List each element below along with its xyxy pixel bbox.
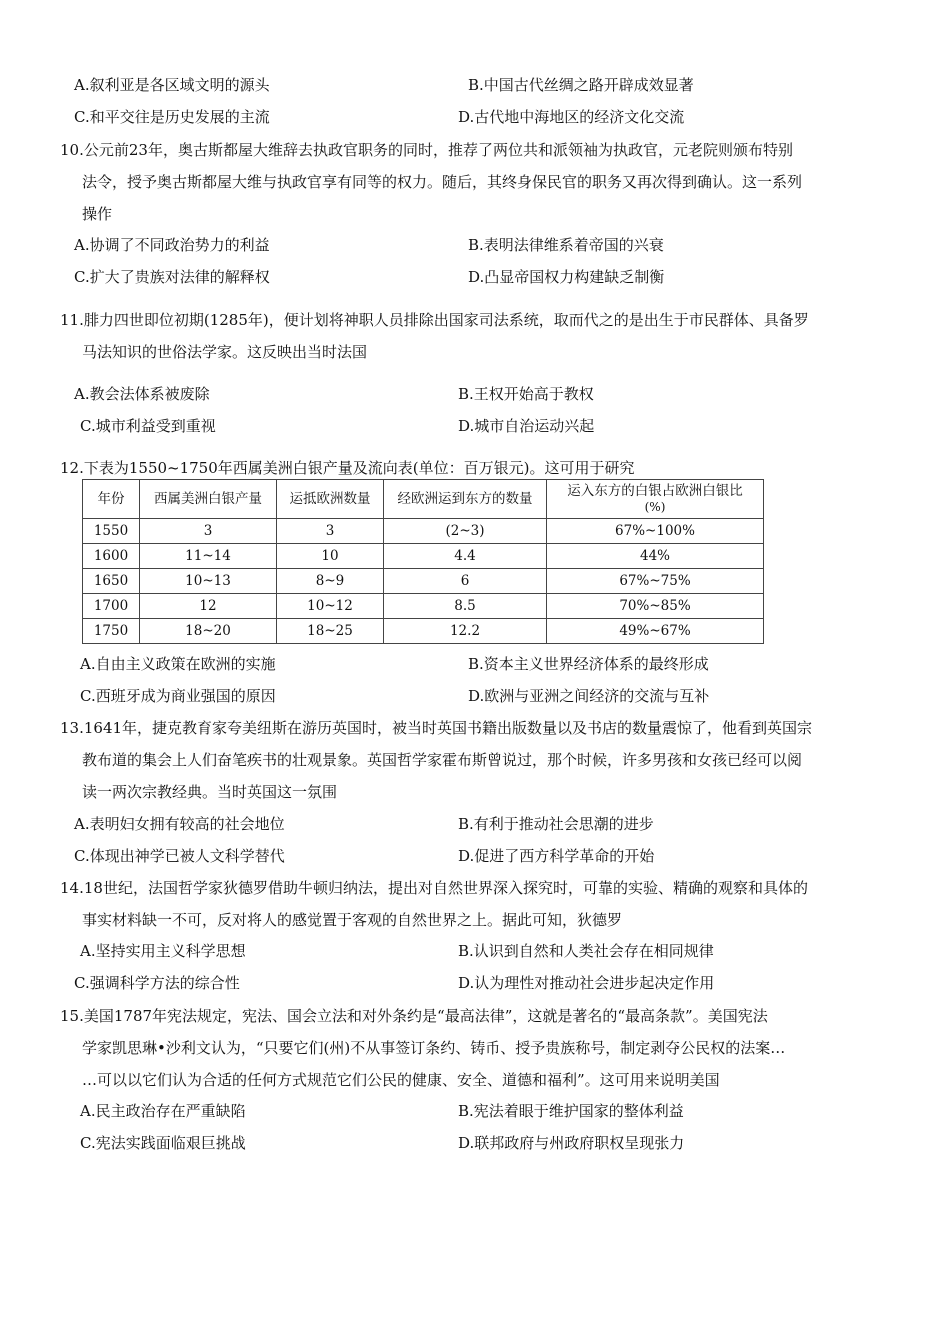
- q13-option-b: B.有利于推动社会思潮的进步: [458, 815, 654, 833]
- header-to-east: 经欧洲运到东方的数量: [384, 480, 547, 519]
- cell-year: 1650: [83, 569, 140, 594]
- q15-option-c: C.宪法实践面临艰巨挑战: [80, 1134, 246, 1152]
- cell-ratio: 70%~85%: [547, 594, 764, 619]
- q14-option-c: C.强调科学方法的综合性: [74, 974, 240, 992]
- q12-option-d: D.欧洲与亚洲之间经济的交流与互补: [468, 687, 710, 705]
- q9-option-b: B.中国古代丝绸之路开辟成效显著: [468, 76, 694, 94]
- cell-to-east: 6: [384, 569, 547, 594]
- cell-to-europe: 10: [277, 544, 384, 569]
- q15-options-row-2: [0, 1132, 950, 1154]
- q9-option-d: D.古代地中海地区的经济文化交流: [458, 108, 685, 126]
- cell-to-east: 4.4: [384, 544, 547, 569]
- q12-option-b: B.资本主义世界经济体系的最终形成: [468, 655, 709, 673]
- cell-to-east: 8.5: [384, 594, 547, 619]
- q14-stem-line-2: 事实材料缺一不可，反对将人的感觉置于客观的自然世界之上。据此可知，狄德罗: [82, 911, 623, 929]
- cell-ratio: 49%~67%: [547, 619, 764, 644]
- q15-stem-line-2: 学家凯思琳•沙利文认为，“只要它们(州)不从事签订条约、铸币、授予贵族称号，制定剥夺公民权的法案…: [82, 1039, 786, 1057]
- q11-option-c: C.城市利益受到重视: [80, 417, 216, 435]
- q9-option-c: C.和平交往是历史发展的主流: [74, 108, 270, 126]
- cell-production: 12: [140, 594, 277, 619]
- cell-production: 11~14: [140, 544, 277, 569]
- q12-option-a: A.自由主义政策在欧洲的实施: [80, 655, 276, 673]
- cell-to-europe: 10~12: [277, 594, 384, 619]
- q14-option-b: B.认识到自然和人类社会存在相同规律: [458, 942, 714, 960]
- q11-options-row-1: [0, 383, 950, 405]
- q15-option-d: D.联邦政府与州政府职权呈现张力: [458, 1134, 685, 1152]
- header-year: 年份: [83, 480, 140, 519]
- cell-ratio: 67%~100%: [547, 519, 764, 544]
- q15-option-a: A.民主政治存在严重缺陷: [80, 1102, 246, 1120]
- q10-options-row-1: [0, 234, 950, 256]
- cell-to-east: (2~3): [384, 519, 547, 544]
- cell-ratio: 67%~75%: [547, 569, 764, 594]
- q11-option-a: A.教会法体系被废除: [74, 385, 210, 403]
- q11-stem-line-2: 马法知识的世俗法学家。这反映出当时法国: [82, 343, 368, 361]
- q10-option-c: C.扩大了贵族对法律的解释权: [74, 268, 270, 286]
- q14-options-row-2: [0, 972, 950, 994]
- header-ratio-unit: (%): [644, 500, 666, 514]
- q11-option-d: D.城市自治运动兴起: [458, 417, 595, 435]
- q13-option-a: A.表明妇女拥有较高的社会地位: [74, 815, 285, 833]
- q12-option-c: C.西班牙成为商业强国的原因: [80, 687, 276, 705]
- q15-options-row-1: [0, 1100, 950, 1122]
- header-ratio-label: 运入东方的白银占欧洲白银比: [567, 483, 743, 499]
- question-11: [60, 309, 895, 363]
- q13-stem-line-3: 读一两次宗教经典。当时英国这一氛围: [82, 783, 338, 801]
- q11-stem-line-1: 11.腓力四世即位初期(1285年)，便计划将神职人员排除出国家司法系统，取而代之的是出生于市民群体、具备罗: [60, 311, 809, 329]
- cell-production: 10~13: [140, 569, 277, 594]
- table-header-row: [83, 480, 764, 519]
- q10-stem-line-3: 操作: [82, 205, 113, 223]
- question-12: [60, 457, 895, 479]
- q10-stem-line-1: 10.公元前23年，奥古斯都屋大维辞去执政官职务的同时，推荐了两位共和派领袖为执政官，元老院则颁布特别: [60, 141, 793, 159]
- question-14: [60, 877, 895, 931]
- question-10: [60, 139, 895, 225]
- q14-option-d: D.认为理性对推动社会进步起决定作用: [458, 974, 715, 992]
- q10-option-b: B.表明法律维系着帝国的兴衰: [468, 236, 664, 254]
- table-row: [83, 594, 764, 619]
- cell-production: 18~20: [140, 619, 277, 644]
- q12-stem-line-1: 12.下表为1550~1750年西属美洲白银产量及流向表(单位：百万银元)。这可用于研究: [60, 459, 635, 477]
- silver-table: [82, 479, 764, 644]
- q14-stem-line-1: 14.18世纪，法国哲学家狄德罗借助牛顿归纳法，提出对自然世界深入探究时，可靠的实验、精确的观察和具体的: [60, 879, 808, 897]
- q11-options-row-2: [0, 415, 950, 437]
- cell-year: 1750: [83, 619, 140, 644]
- cell-to-east: 12.2: [384, 619, 547, 644]
- q10-option-a: A.协调了不同政治势力的利益: [74, 236, 270, 254]
- cell-to-europe: 18~25: [277, 619, 384, 644]
- q15-stem-line-3: …可以以它们认为合适的任何方式规范它们公民的健康、安全、道德和福利”。这可用来说明美国: [82, 1071, 720, 1089]
- table-row: [83, 519, 764, 544]
- q9-option-a: A.叙利亚是各区域文明的源头: [74, 76, 270, 94]
- q9-options-row-2: [0, 106, 950, 128]
- q13-option-c: C.体现出神学已被人文科学替代: [74, 847, 285, 865]
- table-row: [83, 544, 764, 569]
- q15-stem-line-1: 15.美国1787年宪法规定，宪法、国会立法和对外条约是“最高法律”，这就是著名的“最高条款”。美国宪法: [60, 1007, 768, 1025]
- q10-stem-line-2: 法令，授予奥古斯都屋大维与执政官享有同等的权力。随后，其终身保民官的职务又再次得到确认。这一系列: [82, 173, 803, 191]
- cell-production: 3: [140, 519, 277, 544]
- cell-year: 1550: [83, 519, 140, 544]
- question-15: [60, 1005, 895, 1091]
- q12-options-row-2: [0, 685, 950, 707]
- cell-year: 1700: [83, 594, 140, 619]
- q13-options-row-2: [0, 845, 950, 867]
- q11-option-b: B.王权开始高于教权: [458, 385, 594, 403]
- header-production: 西属美洲白银产量: [140, 480, 277, 519]
- q13-stem-line-2: 教布道的集会上人们奋笔疾书的壮观景象。英国哲学家霍布斯曾说过，那个时候，许多男孩和女孩已经可以阅: [82, 751, 803, 769]
- question-13: [60, 717, 895, 803]
- q13-stem-line-1: 13.1641年，捷克教育家夸美纽斯在游历英国时，被当时英国书籍出版数量以及书店的数量震惊了，他看到英国宗: [60, 719, 813, 737]
- cell-to-europe: 8~9: [277, 569, 384, 594]
- q9-options-row-1: [0, 74, 950, 96]
- cell-ratio: 44%: [547, 544, 764, 569]
- q12-options-row-1: [0, 653, 950, 675]
- header-to-europe: 运抵欧洲数量: [277, 480, 384, 519]
- q13-option-d: D.促进了西方科学革命的开始: [458, 847, 655, 865]
- q10-options-row-2: [0, 266, 950, 288]
- q15-option-b: B.宪法着眼于维护国家的整体利益: [458, 1102, 684, 1120]
- cell-to-europe: 3: [277, 519, 384, 544]
- table-row: [83, 619, 764, 644]
- cell-year: 1600: [83, 544, 140, 569]
- q14-option-a: A.坚持实用主义科学思想: [80, 942, 246, 960]
- header-ratio: [547, 480, 764, 519]
- q13-options-row-1: [0, 813, 950, 835]
- q10-option-d: D.凸显帝国权力构建缺乏制衡: [468, 268, 665, 286]
- q14-options-row-1: [0, 940, 950, 962]
- table-row: [83, 569, 764, 594]
